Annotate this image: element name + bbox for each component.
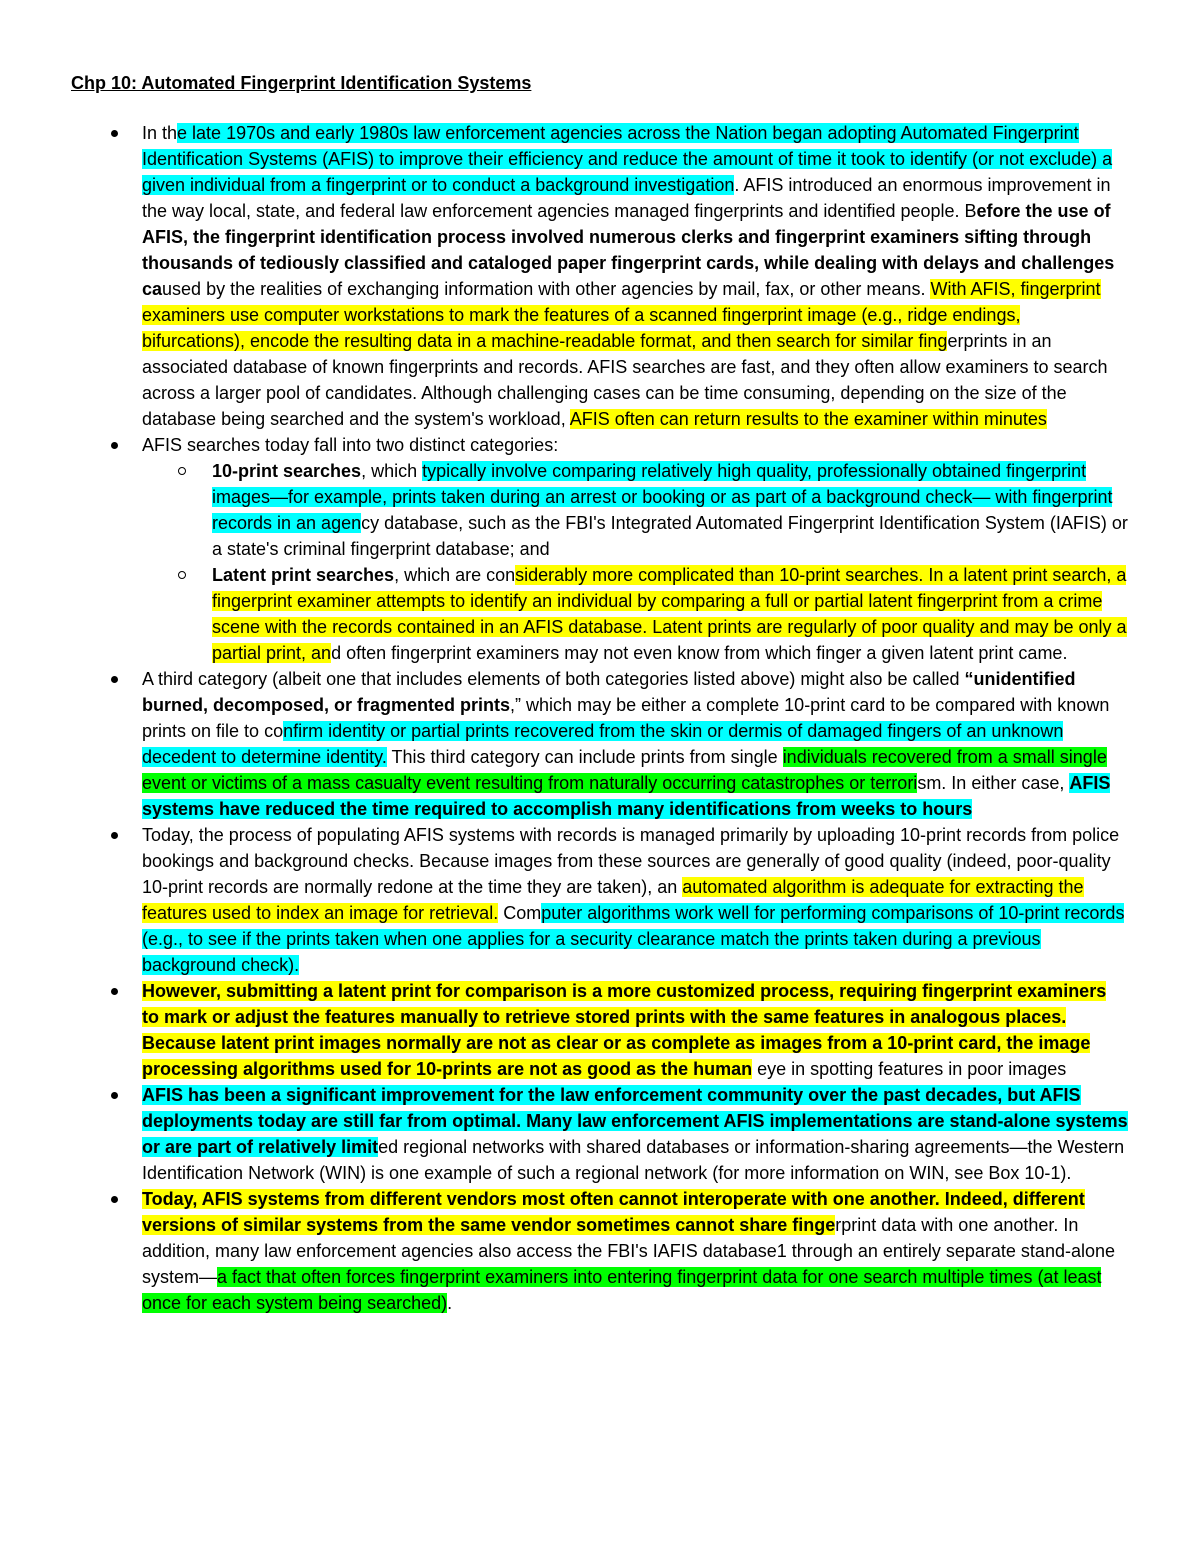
list-item-afis-adoption: [0, 120, 1128, 432]
bullet-list: [0, 120, 1200, 1316]
green-highlight: a fact that often forces fingerprint examiners into entering fingerprint data for one search multiple times (at least once for each system being searched): [142, 1267, 1102, 1313]
yellow-bold-highlight: Today, AFIS systems from different vendors most often cannot interoperate with one another. Indeed, different versions of similar systems from the same vendor sometimes cannot share finge: [142, 1189, 1085, 1235]
text-span: eye in spotting features in poor images: [752, 1059, 1067, 1079]
page-title: Chp 10: Automated Fingerprint Identification Systems: [71, 73, 532, 93]
text-span: Today, the process of populating AFIS systems with records is managed primarily by uploading 10-print records from police bookings and background checks. Because images from these sources are generally of good quality (indeed, poor-quality 10-print records are normally redone at the time they are taken), an: [142, 825, 1120, 897]
text-span: , which: [361, 461, 423, 481]
text-span: , which are con: [394, 565, 516, 585]
cyan-highlight: nfirm identity or partial prints recovered from the skin or dermis of damaged fingers of an unknown decedent to determine identity.: [142, 721, 1064, 767]
sub-list: [142, 458, 1128, 666]
yellow-bold-highlight: However, submitting a latent print for comparison is a more customized process, requiring fingerprint examiners to mark or adjust the features manually to retrieve stored prints with the same features in analogous places. Because latent print images normally are not as clear or as complete as images from a 10-print card, the image processing algorithms used for 10-prints are not as good as the human: [142, 981, 1107, 1079]
cyan-highlight: typically involve comparing relatively high quality, professionally obtained fingerprint images—for example, prints taken during an arrest or booking or as part of a background check— with fingerprint records in an agen: [212, 461, 1113, 533]
green-highlight: individuals recovered from a small single event or victims of a mass casualty event resulting from naturally occurring catastrophes or terrori: [142, 747, 1107, 793]
list-item-interoperability: [0, 1186, 1128, 1316]
bold-term: 10-print searches: [212, 461, 362, 481]
bold-term: Latent print searches: [212, 565, 395, 585]
text-span: cy database, such as the FBI's Integrated Automated Fingerprint Identification System (IAFIS) or a state's criminal fingerprint database; and: [212, 513, 1128, 559]
sub-item-10-print: [142, 458, 1128, 562]
text-span: This third category can include prints from single: [386, 747, 783, 767]
text-span: d often fingerprint examiners may not even know from which finger a given latent print came.: [331, 643, 1068, 663]
text-span: Com: [498, 903, 542, 923]
text-span: ,” which may be either a complete 10-print card to be compared with known prints on file to co: [142, 695, 1110, 741]
list-item-third-category: [0, 666, 1128, 822]
text-span: rprint data with one another. In addition, many law enforcement agencies also access the FBI's IAFIS database1 through an entirely separate stand-alone system—: [142, 1215, 1116, 1287]
yellow-highlight: AFIS often can return results to the examiner within minutes: [569, 409, 1047, 429]
list-item-latent-submission: [0, 978, 1128, 1082]
list-item-afis-improvement: [0, 1082, 1128, 1186]
list-item-search-categories: [0, 432, 1128, 666]
list-item-populating-afis: [0, 822, 1128, 978]
text-span: .: [447, 1293, 453, 1313]
yellow-highlight: With AFIS, fingerprint examiners use computer workstations to mark the features of a scanned fingerprint image (e.g., ridge endings, bifurcations), encode the resulting data in a machine-readable format, and then search for similar fing: [142, 279, 1101, 351]
bold-term: “unidentified burned, decomposed, or fragmented prints: [142, 669, 1076, 715]
bold-text: efore the use of AFIS, the fingerprint identification process involved numerous clerks and fingerprint examiners sifting through thousands of tediously classified and cataloged paper fingerprint cards, while dealing with delays and challenges ca: [142, 201, 1115, 299]
cyan-bold-highlight: AFIS systems have reduced the time required to accomplish many identifications from weeks to hours: [142, 773, 1111, 819]
text-span: AFIS searches today fall into two distinct categories:: [142, 435, 559, 455]
text-span: sm. In either case,: [917, 773, 1070, 793]
yellow-highlight: automated algorithm is adequate for extracting the features used to index an image for retrieval.: [142, 877, 1084, 923]
cyan-highlight: e late 1970s and early 1980s law enforcement agencies across the Nation began adopting Automated Fingerprint Identification Systems (AFIS) to improve their efficiency and reduce the amount of time it took to identify (or not exclude) a given individual from a fingerprint or to conduct a background investigation: [142, 123, 1113, 195]
text-span: used by the realities of exchanging information with other agencies by mail, fax, or other means.: [162, 279, 931, 299]
text-span: erprints in an associated database of known fingerprints and records. AFIS searches are fast, and they often allow examiners to search across a larger pool of candidates. Although challenging cases can be time consuming, depending on the size of the database being searched and the system's workload,: [142, 331, 1108, 429]
text-span: A third category (albeit one that includes elements of both categories listed above) might also be called: [142, 669, 965, 689]
cyan-bold-highlight: AFIS has been a significant improvement for the law enforcement community over the past decades, but AFIS deployments today are still far from optimal. Many law enforcement AFIS implementations are stand-alone systems or are part of relatively limit: [142, 1085, 1128, 1157]
yellow-highlight: siderably more complicated than 10-print searches. In a latent print search, a fingerprint examiner attempts to identify an individual by comparing a full or partial latent fingerprint from a crime scene with the records contained in an AFIS database. Latent prints are regularly of poor quality and may be only a partial print, an: [212, 565, 1127, 663]
cyan-highlight: puter algorithms work well for performing comparisons of 10-print records (e.g., to see if the prints taken when one applies for a security clearance match the prints taken during a previous background check).: [142, 903, 1125, 975]
text-span: In th: [142, 123, 178, 143]
sub-item-latent-print: [142, 562, 1128, 666]
text-span: . AFIS introduced an enormous improvement in the way local, state, and federal law enforcement agencies managed fingerprints and identified people. B: [142, 175, 1111, 221]
text-span: ed regional networks with shared databases or information-sharing agreements—the Western Identification Network (WIN) is one example of such a regional network (for more information on WIN, see Box 10-1).: [142, 1137, 1125, 1183]
